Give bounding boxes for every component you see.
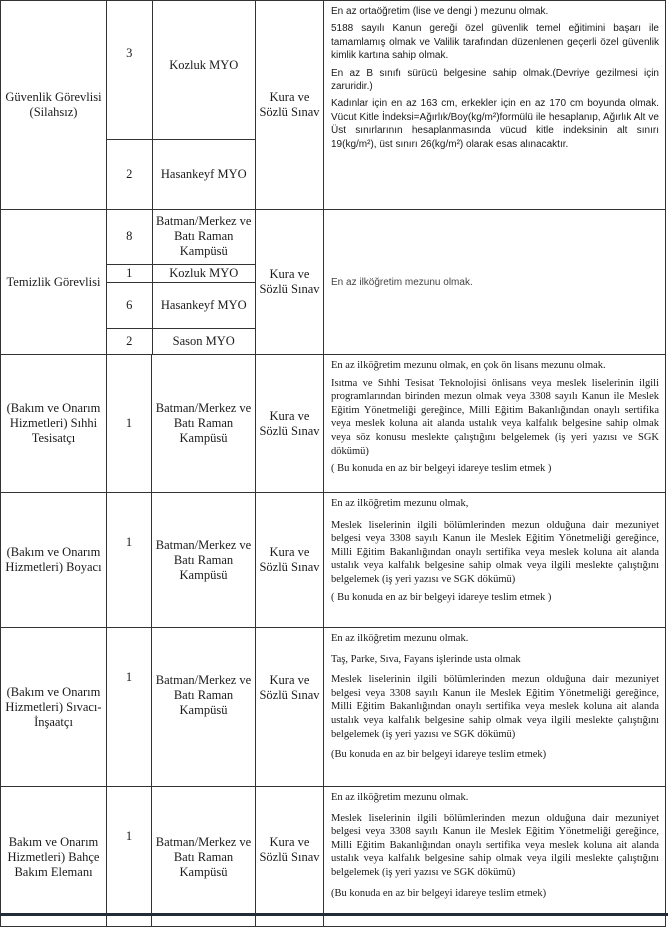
requirement-item: Meslek liselerinin ilgili bölümlerinden mezun olduğuna dair mezuniyet belgesi veya 3308 sayılı Kanun ile Meslek Eğitim Yönetmeliği gereğince, Milli Eğitim Bakanlığından onaylı sertifika veya meslek koluna ait alanda ustalık veya kalfalık belgesine sahip olmak veya ilgili meslekte çalıştığını belgelemek (iş yeri yazısı ve SGK dökümü) (331, 519, 659, 585)
position-cell: (Bakım ve Onarım Hizmetleri) Sıhhi Tesisatçı (1, 355, 107, 493)
unit-location: Batman/Merkez ve Batı Raman Kampüsü (152, 628, 256, 787)
position-cell: (Bakım ve Onarım Hizmetleri) Boyacı (1, 493, 107, 628)
table-row-plasterer (1, 628, 666, 787)
table-row-gardener (1, 787, 666, 927)
unit-location: Sason MYO (172, 333, 235, 348)
unit-count: 1 (107, 355, 152, 493)
exam-type: Kura ve Sözlü Sınav (256, 210, 324, 355)
requirement-item: Meslek liselerinin ilgili bölümlerinden mezun olduğuna dair mezuniyet belgesi veya 3308 sayılı Kanun ile Meslek Eğitim Yönetmeliği gereğince, Milli Eğitim Bakanlığından onaylı sertifika veya meslek koluna ait alanda ustalık veya kalfalık belgesine sahip olmak veya ilgili meslekte çalıştığını belgelemek (iş yeri yazısı ve SGK dökümü) (331, 674, 659, 740)
requirement-item: Meslek liselerinin ilgili bölümlerinden mezun olduğuna dair mezuniyet belgesi veya 3308 sayılı Kanun ile Meslek Eğitim Yönetmeliği gereğince, Milli Eğitim Bakanlığından onaylı sertifika veya meslek koluna ait alanda ustalık veya kalfalık belgesine sahip olmak veya ilgili meslekte çalıştığını belgelemek (iş yeri yazısı ve SGK dökümü) (331, 812, 659, 878)
exam-type: Kura ve Sözlü Sınav (256, 787, 324, 927)
table-row-painter (1, 493, 666, 628)
position-cell: (Bakım ve Onarım Hizmetleri) Sıvacı-İnşaatçı (1, 628, 107, 787)
unit-count: 2 (107, 328, 152, 354)
unit-location: Batman/Merkez ve Batı Raman Kampüsü (152, 355, 256, 493)
requirement-item: ( Bu konuda en az bir belgeyi idareye teslim etmek ) (331, 463, 552, 475)
unit-count: 1 (107, 493, 152, 628)
requirement-item: En az B sınıfı sürücü belgesine sahip olmak.(Devriye gezilmesi için zaruridir.) (331, 67, 659, 93)
requirements-cell (324, 628, 666, 787)
requirement-item: (Bu konuda en az bir belgeyi idareye teslim etmek) (331, 887, 547, 899)
exam-type: Kura ve Sözlü Sınav (256, 628, 324, 787)
unit-count: 6 (107, 282, 152, 328)
requirement-item: Taş, Parke, Sıva, Fayans işlerinde usta olmak (331, 653, 521, 665)
exam-type: Kura ve Sözlü Sınav (256, 355, 324, 493)
unit-location: Hasankeyf MYO (152, 282, 255, 328)
position-cell: Bakım ve Onarım Hizmetleri) Bahçe Bakım Elemanı (1, 787, 107, 927)
position-cell: Temizlik Görevlisi (1, 210, 107, 355)
units-cell (107, 1, 256, 210)
requirement-item: En az ilköğretim mezunu olmak. (331, 792, 469, 803)
units-cell (107, 210, 256, 355)
requirement-item: 5188 sayılı Kanun gereği özel güvenlik temel eğitimini başarı ile tamamlamış olmak ve Valilik tarafından düzenlenen geçerli özel güvenlik kimlik kartına sahip olmak. (331, 23, 659, 62)
unit-count: 1 (107, 264, 152, 282)
unit-location: Hasankeyf MYO (160, 166, 247, 181)
exam-type: Kura ve Sözlü Sınav (256, 1, 324, 210)
unit-count: 8 (107, 210, 152, 264)
requirements-cell (324, 355, 666, 493)
requirements-cell (324, 493, 666, 628)
unit-location: Batman/Merkez ve Batı Raman Kampüsü (152, 210, 255, 264)
unit-location: Batman/Merkez ve Batı Raman Kampüsü (152, 787, 256, 927)
requirement-item: En az ilköğretim mezunu olmak, en çok ön lisans mezunu olmak. (331, 360, 606, 371)
requirement-item: En az ilköğretim mezunu olmak. (331, 633, 469, 644)
requirement-item: En az ilköğretim mezunu olmak. (331, 276, 473, 288)
unit-count: 1 (107, 628, 152, 787)
unit-count: 1 (107, 787, 152, 927)
table-row-cleaning-staff (1, 210, 666, 355)
requirement-item: En az ilköğretim mezunu olmak, (331, 498, 469, 509)
requirements-cell (324, 787, 666, 927)
requirements-cell (324, 1, 666, 210)
requirement-item: Kadınlar için en az 163 cm, erkekler için en az 170 cm boyunda olmak. Vücut Kitle İndeksi=Ağırlık/Boy(kg/m²)formülü ile hesaplanıp, Ağırlık Alt ve Üst sınırlarının hesaplanmasında vücud kitle indeksinin alt sınırı 19(kg/m²), üst sınırı 26(kg/m²) olarak esas alınacaktır. (331, 98, 659, 150)
requirement-item: (Bu konuda en az bir belgeyi idareye teslim etmek) (331, 749, 547, 761)
unit-count: 2 (107, 139, 152, 209)
unit-location: Kozluk MYO (152, 264, 255, 282)
unit-location: Batman/Merkez ve Batı Raman Kampüsü (152, 493, 256, 628)
table-row-plumber (1, 355, 666, 493)
requirement-item: ( Bu konuda en az bir belgeyi idareye teslim etmek ) (331, 591, 552, 603)
requirement-item: En az ortaöğretim (lise ve dengi ) mezunu olmak. (331, 6, 549, 17)
unit-count: 3 (107, 1, 152, 139)
unit-location: Kozluk MYO (152, 1, 255, 139)
requirement-item: Isıtma ve Sıhhi Tesisat Teknolojisi önlisans veya meslek liselerinin ilgili programlarından birinden mezun olmak veya 3308 sayılı Kanun ile Meslek Eğitim Yönetmeliği gereğince, Milli Eğitim Bakanlığından onaylı sertifika veya meslek koluna ait alanda ustalık veya kalfalık belgesine sahip olmak veya söz konusu meslekte çalıştığını belgelemek (iş yeri yazısı ve SGK dökümü) (331, 377, 659, 457)
requirements-cell (324, 210, 666, 355)
table-row-security-guard (1, 1, 666, 210)
position-cell: Güvenlik Görevlisi (Silahsız) (1, 1, 107, 210)
exam-type: Kura ve Sözlü Sınav (256, 493, 324, 628)
